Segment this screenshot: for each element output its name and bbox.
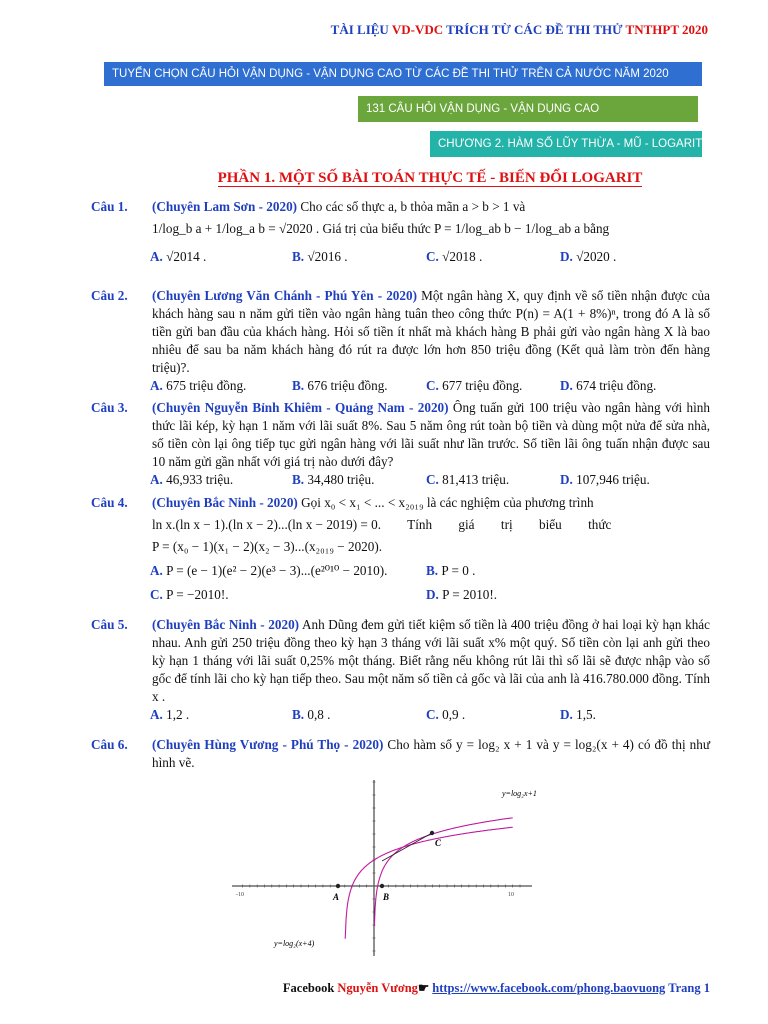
tick-label-right: 10 [508,892,514,898]
grid-ticks [232,780,532,956]
point-a-label: A [333,892,340,902]
page-number: Trang 1 [665,981,710,995]
options-row: A. 46,933 triệu. B. 34,480 triệu. C. 81,413 triệu. D. 107,946 triệu. [150,472,650,487]
options-row: C. P = −2010!. D. P = 2010!. [150,587,498,602]
curve-label-top: y=log₂x+1 [502,789,537,798]
option-a: P = (e − 1)(e² − 2)(e³ − 3)...(e²⁰¹⁰ − 2010). [166,563,388,578]
page-footer: Facebook Nguyễn Vương☛ https://www.facebook.com/phong.baovuong Trang 1 [282,981,710,995]
banner-chapter: CHƯƠNG 2. HÀM SỐ LŨY THỪA - MŨ - LOGARIT [430,131,702,157]
option-b: √2016 . [307,249,348,264]
option-a: 1,2 . [166,707,190,722]
option-c: P = −2010!. [166,587,229,602]
curve-log2x-plus-1 [374,818,512,926]
option-d: 107,946 triệu. [576,472,650,487]
option-d: 1,5. [576,707,596,722]
question-source: (Chuyên Lương Văn Chánh - Phú Yên - 2020) [152,288,417,303]
segment-bc [382,833,432,861]
question-5: Câu 5. (Chuyên Bắc Ninh - 2020) Anh Dũng đem gửi tiết kiệm số tiền là 400 triệu đồng ở hai loại kỳ hạn khác nhau. Anh gửi 250 triệu đồng theo kỳ hạn 3 tháng với lãi suất x% một quý. Số tiền còn lại anh gửi theo kỳ hạn 1 tháng với lãi suất 0,25% một tháng. Biết rằng nếu không rút lãi thì số lãi sẽ được nhập vào số gốc để tính lãi cho kỳ hạn tiếp theo. Sau một năm số tiền cả gốc và lãi của anh là 416.780.000 đồng. Tính x . A. 1,2 . B. 0,8 . C. 0,9 . D. 1,5. [91,617,711,722]
point-a-marker [336,884,340,888]
option-c: 0,9 . [442,707,466,722]
banner-collection: TUYỂN CHỌN CÂU HỎI VẬN DỤNG - VẬN DỤNG CAO TỪ CÁC ĐỀ THI THỬ TRÊN CẢ NƯỚC NĂM 2020 [104,62,702,86]
option-a: 675 triệu đồng. [166,378,247,393]
question-source: (Chuyên Bắc Ninh - 2020) [152,495,298,510]
question-source: (Chuyên Nguyễn Bỉnh Khiêm - Quảng Nam - 2020) [152,400,449,415]
question-number: Câu 1. [91,199,128,214]
option-c: 81,413 triệu. [442,472,510,487]
option-d: P = 2010!. [442,587,498,602]
question-number: Câu 2. [91,288,128,303]
question-source: (Chuyên Hùng Vương - Phú Thọ - 2020) [152,737,384,752]
function-graph [222,774,542,962]
option-c: 677 triệu đồng. [442,378,523,393]
point-c-label: C [435,838,442,848]
banner-question-count: 131 CÂU HỎI VẬN DỤNG - VẬN DỤNG CAO [358,96,698,122]
options-row: A. 675 triệu đồng. B. 676 triệu đồng. C. 677 triệu đồng. D. 674 triệu đồng. [150,378,657,393]
option-b: 676 triệu đồng. [307,378,388,393]
document-header-title: TÀI LIỆU VD-VDC TRÍCH TỪ CÁC ĐỀ THI THỬ TNTHPT 2020 [330,22,708,37]
question-2: Câu 2. (Chuyên Lương Văn Chánh - Phú Yên - 2020) Một ngân hàng X, quy định về số tiền nhận được của khách hàng sau n năm gửi tiền vào ngân hàng tuân theo công thức P(n) = A(1 + 8%)ⁿ, trong đó A là số tiền gửi ban đầu của khách hàng. Hỏi số tiền ít nhất mà khách hàng B phải gửi vào ngân hàng X là bao nhiêu để sau ba năm khách hàng đó rút ra được lớn hơn 850 triệu đồng (Kết quả làm tròn đến hàng triệu)?. A. 675 triệu đồng. B. 676 triệu đồng. C. 677 triệu đồng. D. 674 triệu đồng. [91,288,710,393]
question-source: (Chuyên Lam Sơn - 2020) [152,199,298,214]
question-4: Câu 4. (Chuyên Bắc Ninh - 2020) Gọi x₀ < x₁ < ... < x₂₀₁₉ là các nghiệm của phương trình ln x.(ln x − 1).(ln x − 2)...(ln x − 2019) = 0. Tính giá trị biểu thức P = (x₀ − 1)(x₁ − 2)(x₂ − 3)...(x₂₀₁₉ − 2020). A. P = (e − 1)(e² − 2)(e³ − 3)...(e²⁰¹⁰ − 2010). B. P = 0 . C. P = −2010!. D. P = 2010!. [92,494,710,604]
option-a: 46,933 triệu. [166,472,234,487]
option-b: 34,480 triệu. [307,472,375,487]
question-number: Câu 6. [91,737,128,752]
point-b-marker [380,884,384,888]
option-d: 674 triệu đồng. [576,378,657,393]
part-title: PHẦN 1. MỘT SỐ BÀI TOÁN THỰC TẾ - BIẾN ĐỔI LOGARIT [217,170,643,186]
option-d: √2020 . [576,249,617,264]
option-c: √2018 . [442,249,483,264]
option-a: √2014 . [166,249,207,264]
options-row: A. √2014 . B. √2016 . C. √2018 . D. √2020 . [150,249,617,264]
question-3: Câu 3. (Chuyên Nguyễn Bỉnh Khiêm - Quảng Nam - 2020) Ông tuấn gửi 100 triệu vào ngân hàng với hình thức lãi kép, kỳ hạn 1 năm với lãi suất 8%. Sau 5 năm ông rút toàn bộ tiền và dùng một nửa để sửa nhà, số tiền còn lại ông tiếp tục gửi ngân hàng với lãi suất như lần trước. Số tiền lãi ông tuấn nhận được sau 10 năm gửi gần nhất với giá trị nào dưới đây? A. 46,933 triệu. B. 34,480 triệu. C. 81,413 triệu. D. 107,946 triệu. [91,400,710,487]
question-6: Câu 6. (Chuyên Hùng Vương - Phú Thọ - 2020) Cho hàm số y = log₂ x + 1 và y = log₂(x + 4) có đồ thị như hình vẽ. [91,737,710,770]
options-row: A. P = (e − 1)(e² − 2)(e³ − 3)...(e²⁰¹⁰ − 2010). B. P = 0 . [150,563,476,578]
options-row: A. 1,2 . B. 0,8 . C. 0,9 . D. 1,5. [150,707,596,722]
tick-label-left: -10 [236,892,244,898]
question-number: Câu 4. [91,495,128,510]
question-formula: 1/log_b a + 1/log_a b = √2020 . Giá trị của biểu thức P = 1/log_ab b − 1/log_ab a bằng [152,221,610,236]
option-b: 0,8 . [307,707,331,722]
point-b-label: B [383,892,390,902]
curve-label-bottom: y=log₂(x+4) [274,939,315,948]
question-source: (Chuyên Bắc Ninh - 2020) [152,617,300,632]
curve-log2-x-plus-4 [345,827,513,939]
question-number: Câu 3. [91,400,128,415]
question-number: Câu 5. [91,617,128,632]
facebook-link[interactable]: https://www.facebook.com/phong.baovuong [432,981,666,995]
option-b: P = 0 . [441,563,476,578]
point-c-marker [430,831,434,835]
question-1: Câu 1. (Chuyên Lam Sơn - 2020) Cho các số thực a, b thỏa mãn a > b > 1 và 1/log_b a + 1/log_a b = √2020 . Giá trị của biểu thức P = 1/log_ab b − 1/log_ab a bằng A. √2014 . B. √2016 . C. √2018 . D. √2020 . [92,198,710,266]
